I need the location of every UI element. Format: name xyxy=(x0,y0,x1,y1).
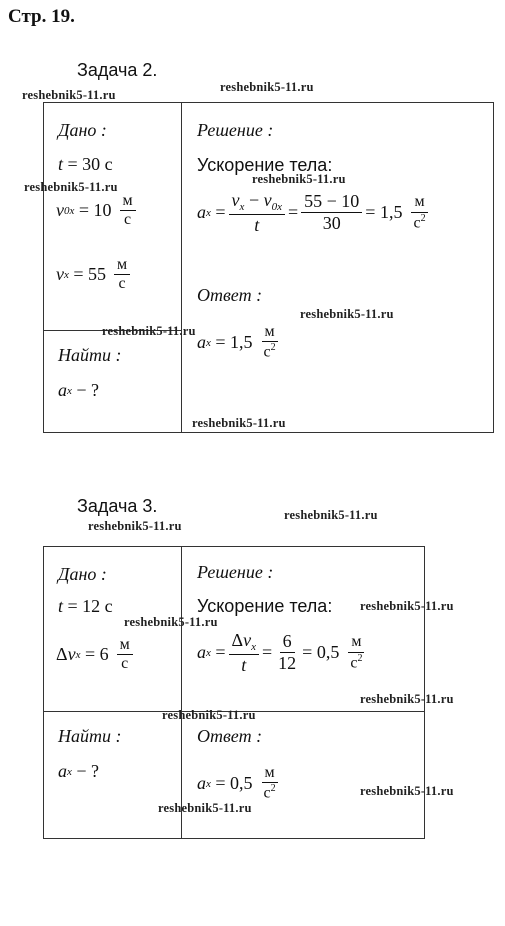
task2-title: Задача 2. xyxy=(77,60,158,80)
task2-acceleration-label: Ускорение тела: xyxy=(197,155,333,175)
task2-divider-vertical xyxy=(181,102,182,433)
task2-solution-header: Решение : xyxy=(197,120,274,140)
task3-acceleration-label: Ускорение тела: xyxy=(197,596,333,616)
page-label: Стр. 19. xyxy=(8,6,75,27)
watermark: reshebnik5-11.ru xyxy=(162,708,256,722)
watermark: reshebnik5-11.ru xyxy=(360,599,454,613)
watermark: reshebnik5-11.ru xyxy=(360,784,454,798)
watermark: reshebnik5-11.ru xyxy=(124,615,218,629)
task2-answer-value: a x = 1,5 $\frac{м}{с^2}$ xyxy=(197,323,276,361)
watermark: reshebnik5-11.ru xyxy=(252,172,346,186)
watermark: reshebnik5-11.ru xyxy=(192,416,286,430)
task2-given-time: t = 30 с xyxy=(58,154,113,174)
task3-formula: a x = $\frac{\Delta v_x}{t}$ = $\frac{6}{12}$ = 0,5 $\frac{м}{с^2}$ xyxy=(197,630,363,675)
task2-given-header: Дано : xyxy=(58,120,107,140)
task3-given-header: Дано : xyxy=(58,564,107,584)
task3-find-item: a x − ? xyxy=(58,761,100,781)
watermark: reshebnik5-11.ru xyxy=(24,180,118,194)
task3-solution-header: Решение : xyxy=(197,562,274,582)
task3-answer-value: a x = 0,5 $\frac{м}{с^2}$ xyxy=(197,764,276,802)
task3-title: Задача 3. xyxy=(77,496,158,516)
watermark: reshebnik5-11.ru xyxy=(102,324,196,338)
task3-divider-vertical xyxy=(181,546,182,839)
watermark: reshebnik5-11.ru xyxy=(284,508,378,522)
task2-answer-header: Ответ : xyxy=(197,285,263,305)
task2-find-header: Найти : xyxy=(58,345,122,365)
task2-given-initial-velocity: v 0x = 10 $\frac{м}{с}$ xyxy=(56,192,139,230)
task2-find-item: a x − ? xyxy=(58,380,100,400)
task2-given-final-velocity: v x = 55 $\frac{м}{с}$ xyxy=(56,256,133,294)
task3-find-header: Найти : xyxy=(58,726,122,746)
task3-answer-header: Ответ : xyxy=(197,726,263,746)
task2-formula: a x = $\frac{v_x - v_{0x}}{t}$ = $\frac{55 - 10}{30}$ = 1,5 $\frac{м}{с^2}$ xyxy=(197,190,426,235)
watermark: reshebnik5-11.ru xyxy=(360,692,454,706)
task3-given-velocity-change: Δ v x = 6 $\frac{м}{с}$ xyxy=(56,636,136,674)
task3-given-time: t = 12 с xyxy=(58,596,113,616)
watermark: reshebnik5-11.ru xyxy=(300,307,394,321)
watermark: reshebnik5-11.ru xyxy=(88,519,182,533)
watermark: reshebnik5-11.ru xyxy=(22,88,116,102)
watermark: reshebnik5-11.ru xyxy=(220,80,314,94)
watermark: reshebnik5-11.ru xyxy=(158,801,252,815)
